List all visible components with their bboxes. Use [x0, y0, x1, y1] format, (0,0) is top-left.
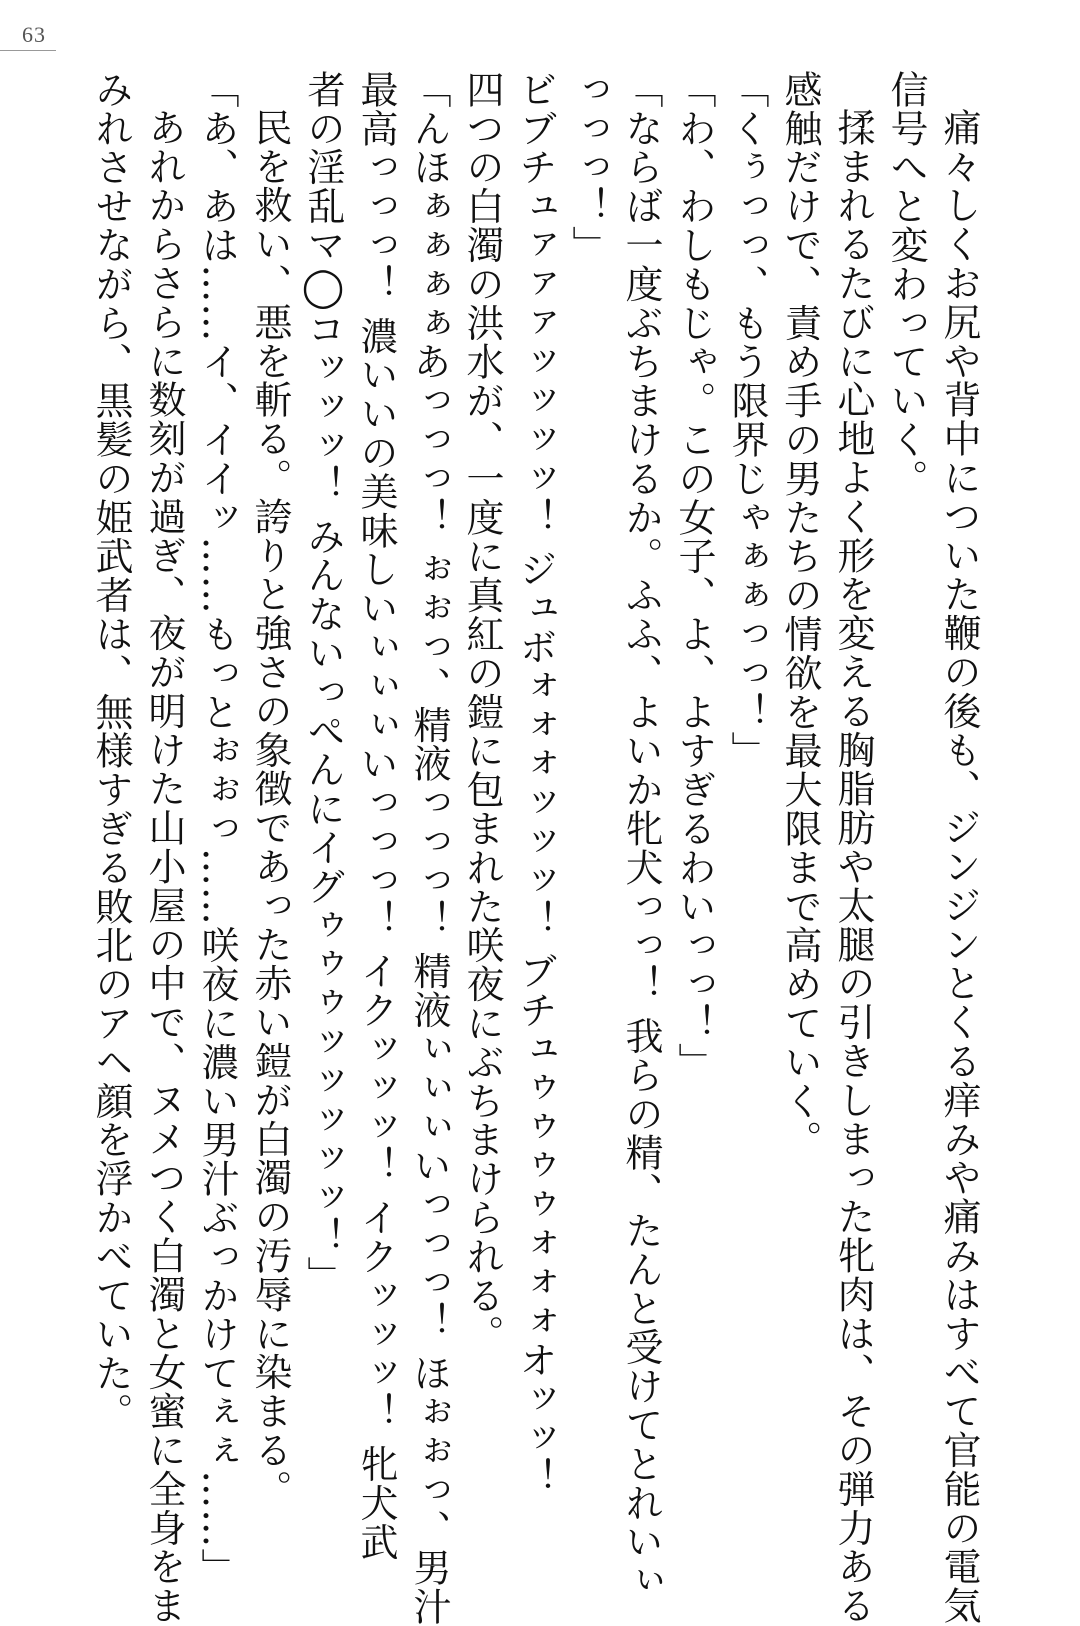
dialogue-line: 「あ、あは……イ、イイッ……もっとぉぉっ……咲夜に濃い男汁ぶっかけてぇぇ……」	[195, 70, 239, 1588]
page-number: 63	[22, 22, 46, 47]
page-header	[0, 18, 60, 58]
dialogue-line: 「んほぁぁぁぁあっっっ！ ぉぉっ、精液っっっ！ 精液ぃぃぃいっっっ！ ほぉぉっ、男汁	[407, 70, 451, 1626]
text-line: 感触だけで、責め手の男たちの情欲を最大限まで高めていく。	[778, 70, 822, 1160]
text-line: 痛々しくお尻や背中についた鞭の後も、ジンジンとくる痒みや痛みはすべて官能の電気	[937, 108, 981, 1626]
dialogue-line: 「くぅっっ、もう限界じゃぁぁっっ！」	[725, 70, 769, 771]
dialogue-line: 者の淫乱マ◯コッッッ！ みんないっぺんにイグゥゥゥッッッッッ！」	[301, 70, 345, 1295]
text-line: あれからさらに数刻が過ぎ、夜が明けた山小屋の中で、ヌメつく白濁と女蜜に全身をま	[142, 108, 186, 1626]
text-line: 信号へと変わっていく。	[884, 70, 928, 498]
dialogue-line: っっっ！」	[566, 70, 610, 265]
vertical-text-body	[85, 70, 985, 1626]
text-line: みれさせながら、黒髪の姫武者は、無様すぎる敗北のアヘ顔を浮かべていた。	[89, 70, 133, 1432]
header-rule	[0, 50, 56, 51]
text-line: 四つの白濁の洪水が、一度に真紅の鎧に包まれた咲夜にぶちまけられる。	[460, 70, 504, 1354]
text-line: 揉まれるたびに心地よく形を変える胸脂肪や太腿の引きしまった牝肉は、その弾力ある	[831, 108, 875, 1626]
text-line: ビブチュァァァッッッッ！ ジュボォォォッッッ！ ブチュゥゥゥゥォォォオッッ！	[513, 70, 557, 1497]
dialogue-line: 最高っっっ！ 濃いいの美味しいぃぃぃいっっっ！ イクッッッ！ イクッッッ！ 牝犬武	[354, 70, 398, 1562]
text-line: 民を救い、悪を斬る。誇りと強さの象徴であった赤い鎧が白濁の汚辱に染まる。	[248, 108, 292, 1509]
dialogue-line: 「わ、わしもじゃ。この女子、よ、よすぎるわいっっ！」	[672, 70, 716, 1082]
dialogue-line: 「ならば一度ぶちまけるか。ふふ、よいか牝犬っっ！ 我らの精、たんと受けてとれいぃ	[619, 70, 663, 1601]
